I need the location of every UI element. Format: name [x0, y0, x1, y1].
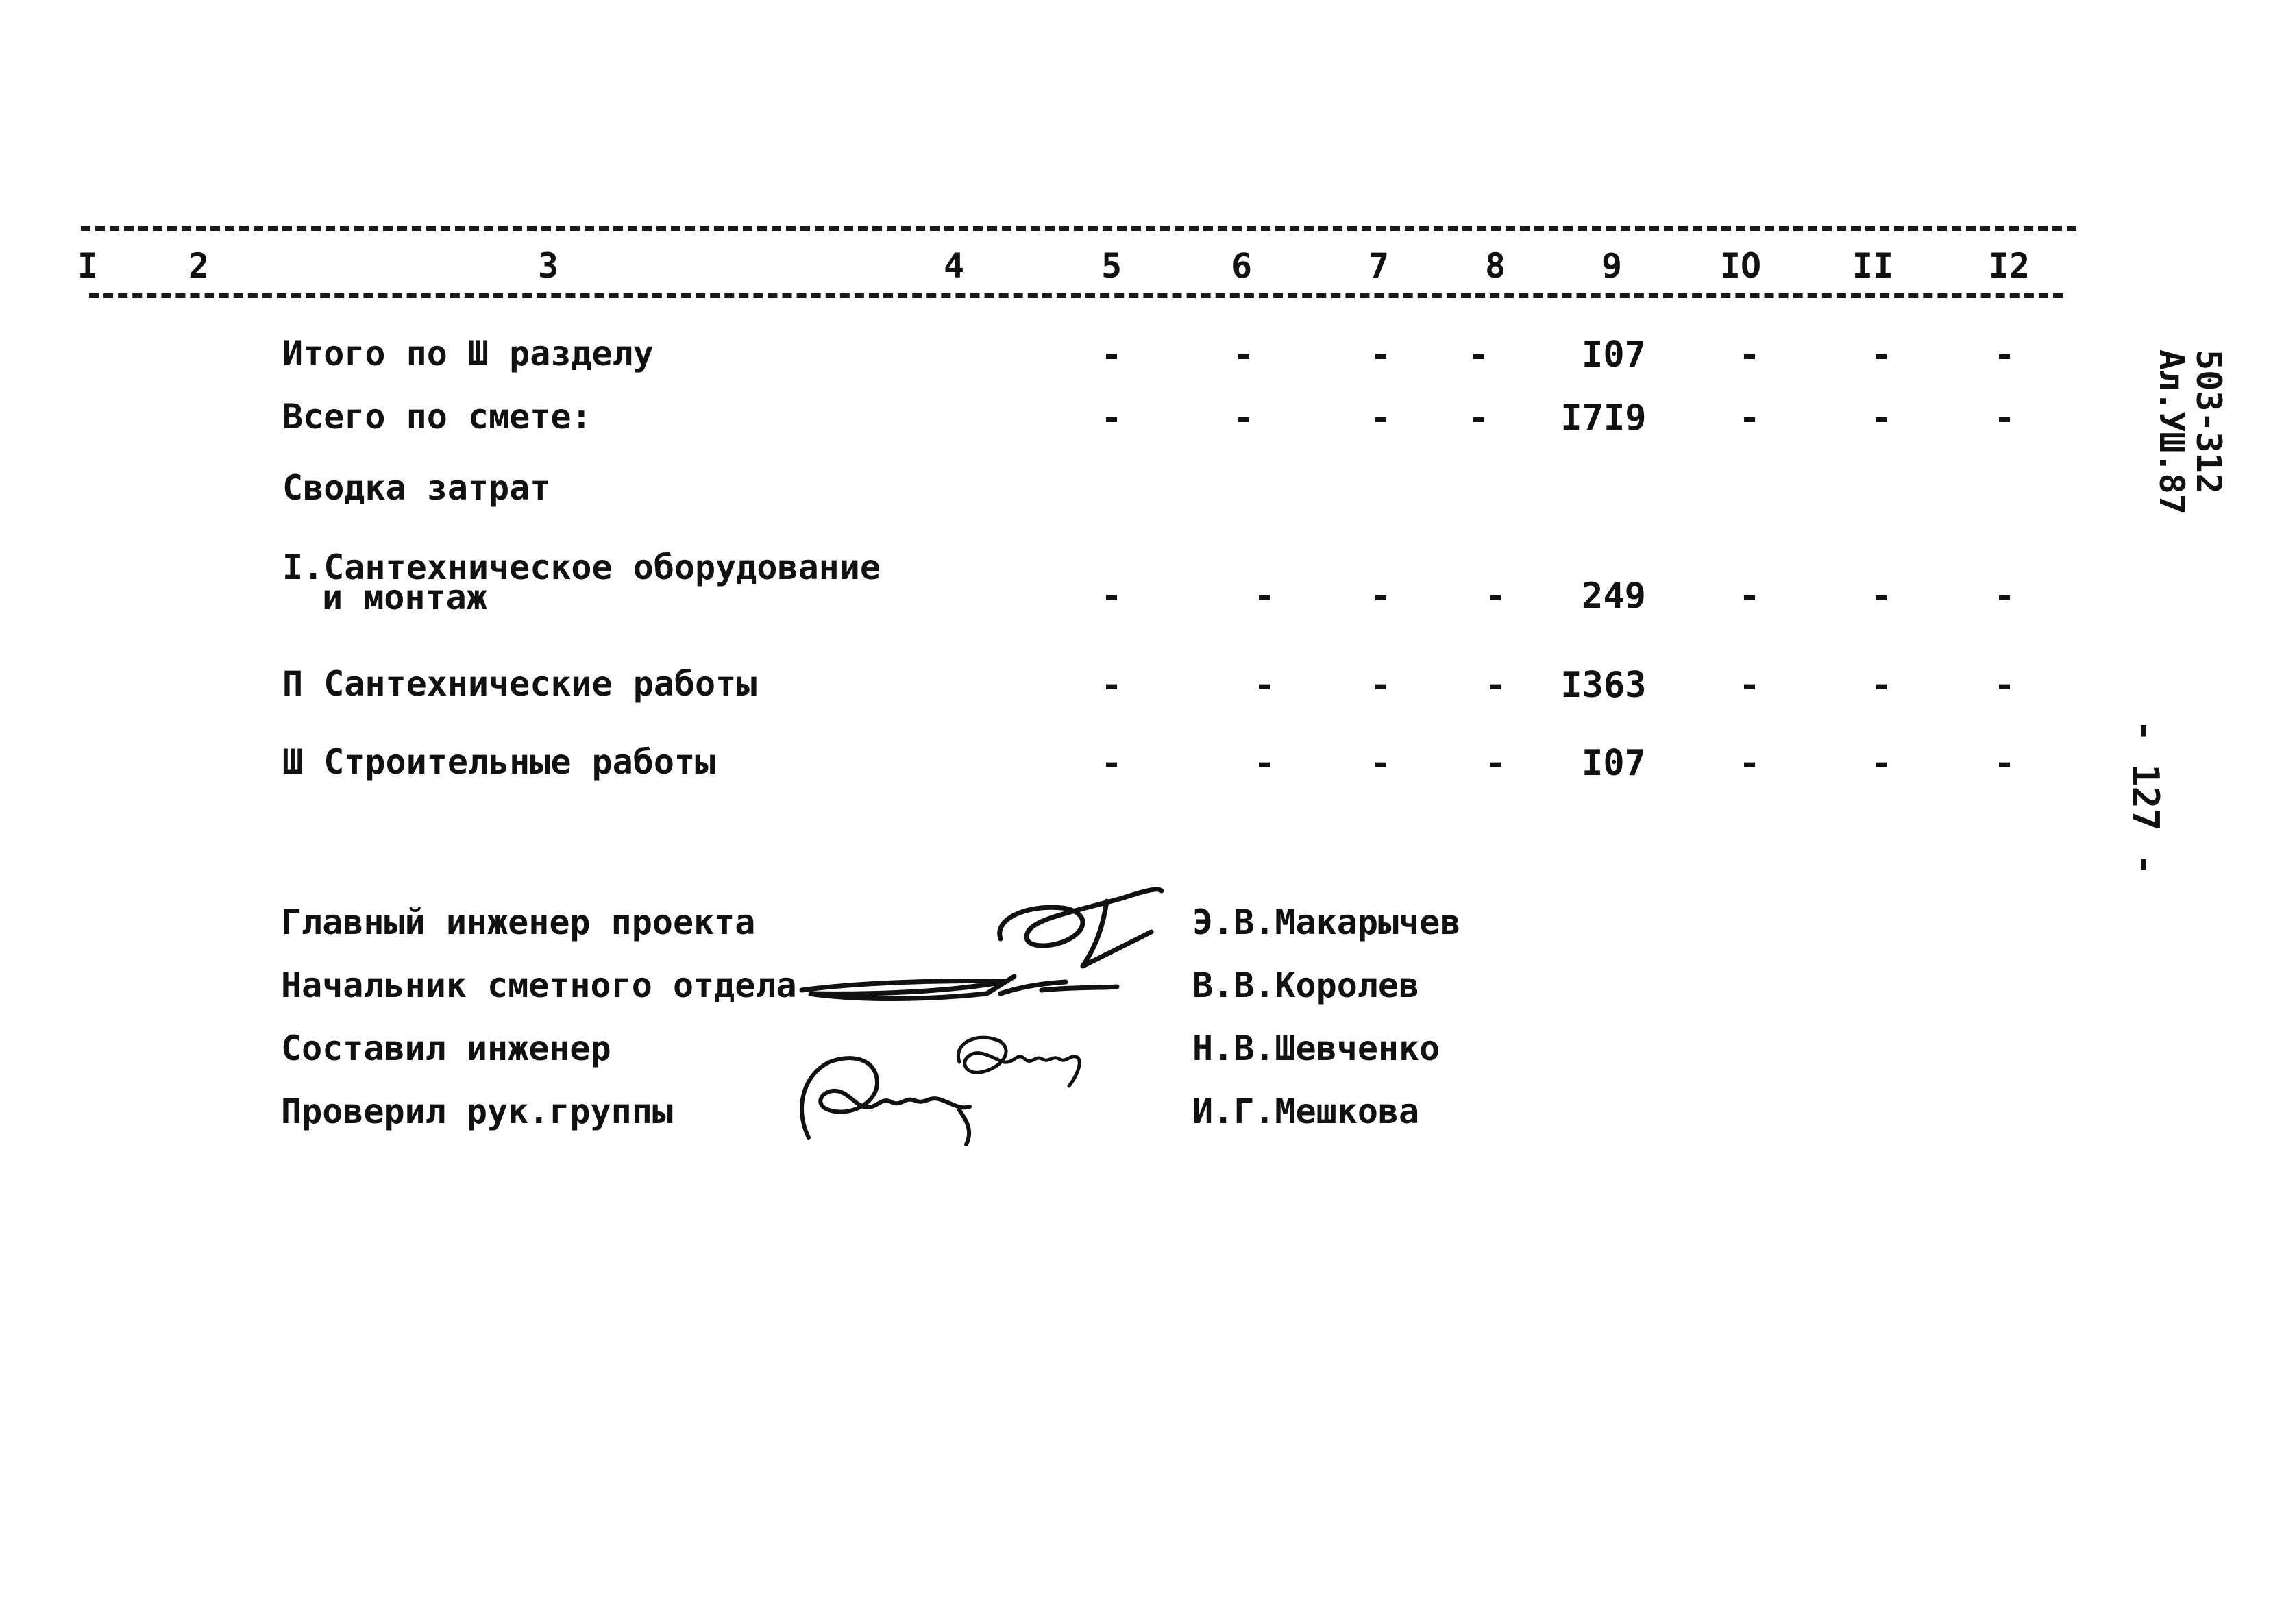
cell-col10: - [1739, 743, 1760, 784]
table-row [0, 665, 2271, 713]
column-header-1: I [77, 246, 99, 286]
column-header-5: 5 [1101, 246, 1122, 286]
cell-col5: - [1101, 576, 1122, 617]
signatory-name: Н.В.Шевченко [1192, 1029, 1440, 1068]
row-label: Ш Строительные работы [282, 742, 716, 782]
cell-col7: - [1370, 576, 1392, 617]
cell-col6: - [1253, 576, 1275, 617]
cell-col5: - [1101, 743, 1122, 784]
column-header-4: 4 [943, 246, 965, 286]
cell-col7: - [1370, 743, 1392, 784]
cell-col11: - [1870, 334, 1892, 376]
cell-col12: - [1993, 334, 2015, 376]
signature-row [0, 1091, 2271, 1146]
signature-title: Начальник сметного отдела [281, 965, 797, 1005]
document-code-line2: Ал.УШ.87 [2152, 349, 2192, 515]
document-code [2097, 343, 2271, 515]
cell-col10: - [1739, 397, 1760, 439]
cell-col6: - [1233, 334, 1255, 376]
cell-col7: - [1370, 334, 1392, 376]
table-row [0, 743, 2271, 791]
signature-row [0, 1028, 2271, 1083]
section-heading: Сводка затрат [282, 468, 551, 508]
row-label: Итого по Ш разделу [282, 334, 654, 373]
cell-col9: I07 [1582, 334, 1646, 376]
column-header-8: 8 [1484, 246, 1506, 286]
cell-col8: - [1484, 743, 1506, 784]
cell-col8: - [1484, 576, 1506, 617]
header-bottom-rule [89, 293, 2063, 298]
cell-col11: - [1870, 743, 1892, 784]
row-label: I.Сантехническое оборудование [282, 548, 881, 587]
cell-col6: - [1253, 743, 1275, 784]
page-number-text: - 127 - [2124, 719, 2167, 876]
column-header-7: 7 [1368, 246, 1390, 286]
column-header-10: IO [1719, 246, 1762, 286]
cell-col7: - [1370, 397, 1392, 439]
cell-col9: I7I9 [1560, 397, 1647, 439]
cell-col8: - [1484, 665, 1506, 706]
column-header-9: 9 [1601, 246, 1623, 286]
column-header-12: I2 [1988, 246, 2030, 286]
cell-col11: - [1870, 665, 1892, 706]
handwritten-signature-group-lead [781, 1035, 1001, 1151]
cell-col9: I363 [1560, 665, 1647, 706]
cell-col10: - [1739, 334, 1760, 376]
table-row [0, 397, 2271, 445]
signatory-name: В.В.Королев [1192, 965, 1420, 1005]
signatory-name: И.Г.Мешкова [1192, 1092, 1420, 1131]
row-label: Всего по смете: [282, 397, 592, 436]
section-heading-row [0, 469, 2271, 517]
signature-row [0, 965, 2271, 1020]
cell-col12: - [1993, 576, 2015, 617]
handwritten-signature-head-estimates [795, 952, 1124, 1021]
cell-col5: - [1101, 334, 1122, 376]
table-row [0, 548, 2271, 624]
row-label-continuation: и монтаж [322, 578, 487, 617]
column-header-11: II [1852, 246, 1894, 286]
column-header-3: 3 [537, 246, 559, 286]
document-code-line1: 503-312 [2189, 349, 2229, 494]
cell-col6: - [1233, 397, 1255, 439]
cell-col9: 249 [1582, 576, 1646, 617]
cell-col12: - [1993, 665, 2015, 706]
cell-col12: - [1993, 743, 2015, 784]
cell-col8: - [1468, 397, 1490, 439]
cell-col10: - [1739, 665, 1760, 706]
cell-col9: I07 [1582, 743, 1646, 784]
cell-col8: - [1468, 334, 1490, 376]
header-top-rule [81, 226, 2076, 231]
cell-col12: - [1993, 397, 2015, 439]
signature-title: Главный инженер проекта [281, 902, 756, 942]
column-header-2: 2 [188, 246, 210, 286]
signatory-name: Э.В.Макарычев [1192, 902, 1461, 942]
cell-col7: - [1370, 665, 1392, 706]
signature-title: Проверил рук.группы [281, 1092, 673, 1131]
table-row [0, 334, 2271, 382]
cell-col5: - [1101, 397, 1122, 439]
column-header-6: 6 [1231, 246, 1253, 286]
page-number [2111, 719, 2179, 898]
signature-title: Составил инженер [281, 1029, 611, 1068]
cell-col11: - [1870, 576, 1892, 617]
cell-col10: - [1739, 576, 1760, 617]
cell-col11: - [1870, 397, 1892, 439]
cell-col6: - [1253, 665, 1275, 706]
row-label: П Сантехнические работы [282, 664, 757, 704]
cell-col5: - [1101, 665, 1122, 706]
